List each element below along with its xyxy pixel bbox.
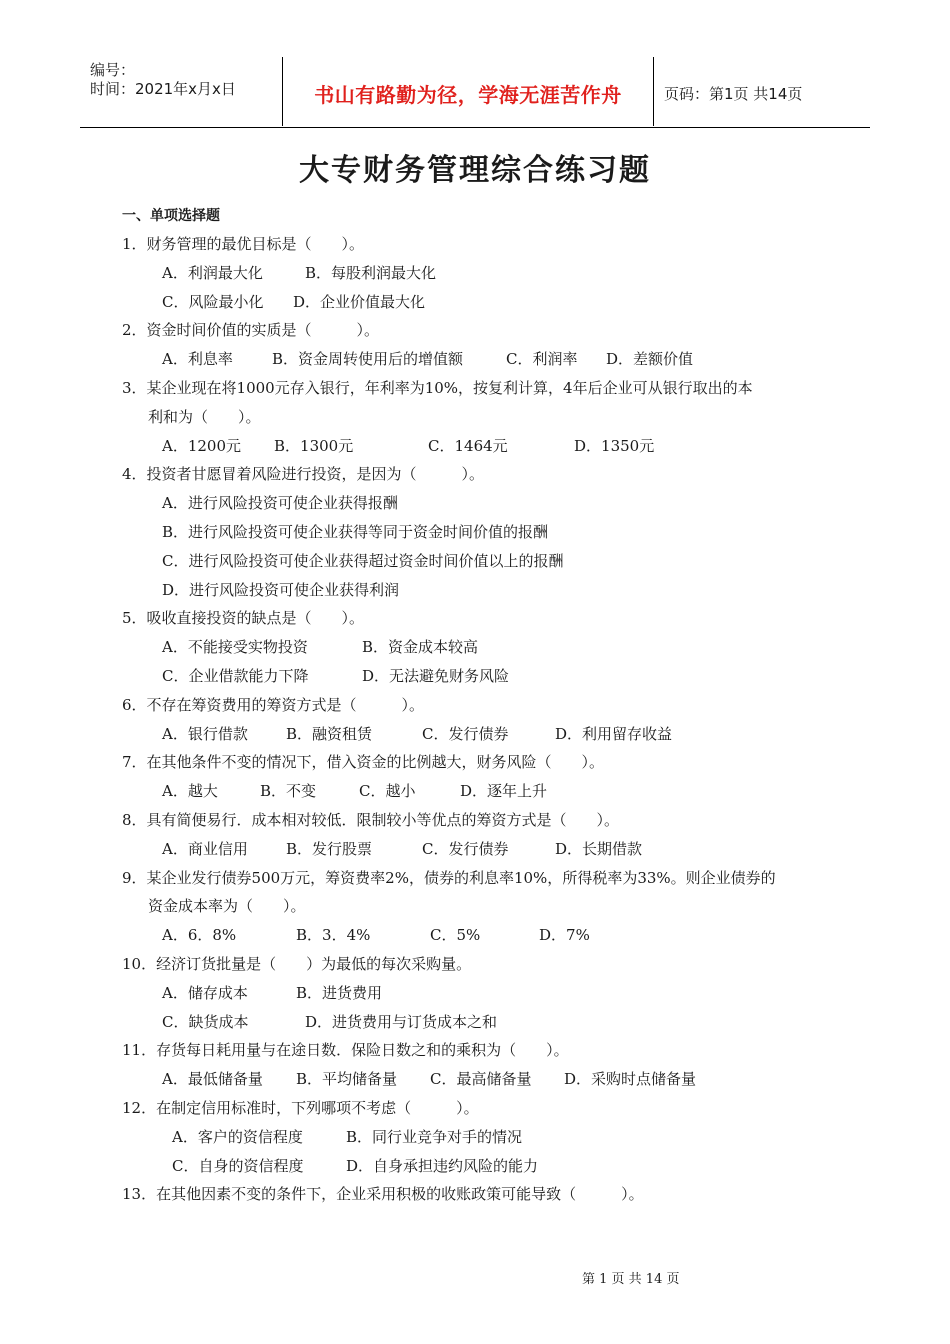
option-row <box>162 839 842 859</box>
answer-option: B．发行股票 <box>286 839 373 858</box>
answer-option: C．利润率 <box>506 350 578 369</box>
question-text: 12．在制定信用标准时，下列哪项不考虑（ ）。 <box>122 1099 479 1117</box>
answer-option: D．进行风险投资可使企业获得利润 <box>162 580 400 599</box>
page-title: 大专财务管理综合练习题 <box>299 153 651 188</box>
question-text: 1．财务管理的最优目标是（ ）。 <box>122 235 365 253</box>
answer-option: C．自身的资信程度 <box>172 1156 304 1175</box>
page-info: 页码：第1页 共14页 <box>664 85 803 103</box>
option-row <box>162 724 842 744</box>
option-row <box>162 925 842 945</box>
option-row <box>162 493 842 513</box>
page-footer: 第 1 页 共 14 页 <box>582 1272 680 1287</box>
question-text: 13．在其他因素不变的条件下，企业采用积极的收账政策可能导致（ ）。 <box>122 1185 644 1204</box>
answer-option: B．资金周转使用后的增值额 <box>272 350 464 369</box>
question-text: 8．具有简便易行．成本相对较低．限制较小等优点的筹资方式是（ ）。 <box>122 811 620 829</box>
answer-option: C．1464元 <box>428 436 508 455</box>
answer-option: A．1200元 <box>162 436 242 455</box>
answer-option: D．无法避免财务风险 <box>362 667 510 685</box>
answer-option: B．资金成本较高 <box>362 638 479 657</box>
answer-option: D．7% <box>539 926 590 945</box>
answer-option: B．进货费用 <box>296 983 383 1002</box>
option-row <box>162 580 842 600</box>
question-text: 5．吸收直接投资的缺点是（ ）。 <box>122 609 365 628</box>
answer-option: B．1300元 <box>274 436 354 455</box>
option-row <box>162 1127 842 1147</box>
answer-option: A．不能接受实物投资 <box>162 638 308 657</box>
question-text-continued: 利和为（ ）。 <box>148 407 261 426</box>
question-text: 10．经济订货批量是（ ）为最低的每次采购量。 <box>122 955 472 973</box>
answer-option: C．越小 <box>359 782 416 801</box>
answer-option: C．发行债券 <box>422 839 509 858</box>
answer-option: D．利用留存收益 <box>555 724 673 743</box>
option-row <box>162 637 842 657</box>
answer-option: B．不变 <box>260 782 317 801</box>
answer-option: D．1350元 <box>574 436 655 455</box>
answer-option: A．商业信用 <box>162 839 248 858</box>
answer-option: C．最高储备量 <box>430 1070 532 1089</box>
answer-option: D．进货费用与订货成本之和 <box>305 1012 498 1031</box>
answer-option: A．6．8% <box>162 926 237 945</box>
answer-option: C．风险最小化 <box>162 292 264 311</box>
answer-option: A．客户的资信程度 <box>172 1127 303 1146</box>
option-row <box>162 522 842 542</box>
answer-option: C．发行债券 <box>422 724 509 743</box>
answer-option: A．越大 <box>162 782 218 801</box>
answer-option: D．逐年上升 <box>460 782 548 801</box>
answer-option: A．银行借款 <box>162 724 248 743</box>
option-row <box>162 1012 842 1032</box>
question-text: 7．在其他条件不变的情况下，借入资金的比例越大，财务风险（ ）。 <box>122 753 605 772</box>
answer-option: A．利息率 <box>162 350 233 369</box>
option-row <box>162 666 842 686</box>
header-meta <box>90 61 236 99</box>
page-header <box>80 57 870 128</box>
question-text: 3．某企业现在将1000元存入银行，年利率为10%，按复利计算，4年后企业可从银行取出的本 <box>122 379 753 397</box>
answer-option: C．进行风险投资可使企业获得超过资金时间价值以上的报酬 <box>162 551 564 570</box>
answer-option: B．3．4% <box>296 926 371 945</box>
section-title: 一、单项选择题 <box>122 208 220 224</box>
question-text-continued: 资金成本率为（ ）。 <box>148 897 306 916</box>
question-text: 6．不存在筹资费用的筹资方式是（ ）。 <box>122 695 425 714</box>
option-row <box>162 551 842 571</box>
motto-box <box>282 57 654 126</box>
option-row <box>162 263 842 283</box>
option-row <box>162 349 842 369</box>
question-text: 11．存货每日耗用量与在途日数．保险日数之和的乘积为（ ）。 <box>122 1041 569 1060</box>
time-label: 时间：2021年x月x日 <box>90 80 236 98</box>
question-text: 9．某企业发行债券500万元，筹资费率2%，债券的利息率10%，所得税率为33%。则企业债券的 <box>122 868 776 887</box>
answer-option: D．自身承担违约风险的能力 <box>346 1156 539 1175</box>
question-text: 4．投资者甘愿冒着风险进行投资，是因为（ ）。 <box>122 465 485 484</box>
answer-option: A．进行风险投资可使企业获得报酬 <box>162 494 398 513</box>
option-row <box>162 1156 842 1176</box>
motto: 书山有路勤为径，学海无涯苦作舟 <box>314 83 622 107</box>
answer-option: D．企业价值最大化 <box>293 292 426 311</box>
answer-option: A．最低储备量 <box>162 1070 263 1089</box>
option-row <box>162 1069 842 1089</box>
answer-option: D．采购时点储备量 <box>564 1070 697 1089</box>
option-row <box>162 436 842 456</box>
option-row <box>162 983 842 1003</box>
answer-option: C．5% <box>430 926 481 945</box>
answer-option: B．平均储备量 <box>296 1070 398 1089</box>
answer-option: A．利润最大化 <box>162 263 263 282</box>
option-row <box>162 781 842 801</box>
answer-option: B．进行风险投资可使企业获得等同于资金时间价值的报酬 <box>162 523 549 541</box>
answer-option: D．差额价值 <box>606 350 694 369</box>
answer-option: B．同行业竞争对手的情况 <box>346 1127 523 1146</box>
answer-option: B．每股利润最大化 <box>305 263 437 282</box>
number-label: 编号： <box>90 61 136 79</box>
answer-option: D．长期借款 <box>555 839 643 858</box>
answer-option: C．缺货成本 <box>162 1012 249 1031</box>
question-text: 2．资金时间价值的实质是（ ）。 <box>122 321 380 340</box>
answer-option: C．企业借款能力下降 <box>162 667 309 685</box>
answer-option: A．储存成本 <box>162 983 248 1002</box>
answer-option: B．融资租赁 <box>286 724 373 743</box>
option-row <box>162 292 842 312</box>
